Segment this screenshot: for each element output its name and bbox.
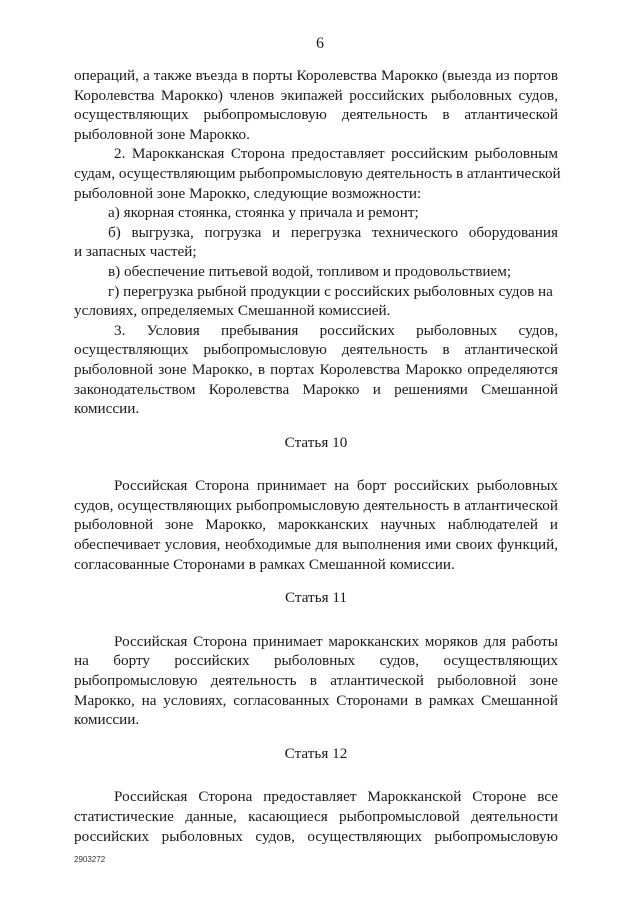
text-line: комиссии. xyxy=(74,400,140,418)
paragraph-continuation xyxy=(74,66,558,144)
text-line: Королевства Марокко) членов экипажей российских рыболовных судов, xyxy=(74,86,558,104)
text-line: судов, осуществляющих рыбопромысловую деятельность в атлантической xyxy=(74,496,558,514)
list-item-v: в) обеспечение питьевой водой, топливом и продовольствием; xyxy=(108,262,512,280)
text-line: Марокко, на условиях, согласованных Сторонами в рамках Смешанной xyxy=(74,691,558,709)
paragraph-clause-2 xyxy=(74,144,561,320)
text-line: судам, осуществляющим рыбопромысловую деятельность в атлантической xyxy=(74,164,561,182)
text-line: рыболовной зоне Марокко, следующие возможности: xyxy=(74,184,422,202)
text-line: осуществляющих рыбопромысловую деятельность в атлантической xyxy=(74,341,558,359)
text-line: рыбопромысловую деятельность в атлантической рыболовной зоне xyxy=(74,672,558,690)
text-line: обеспечивает условия, необходимые для выполнения ими своих функций, xyxy=(74,536,558,554)
text-line: Российская Сторона предоставляет Марокканской Стороне все xyxy=(114,788,558,806)
article-11-text xyxy=(74,632,558,730)
text-line: рыболовной зоне Марокко, в портах Королевства Марокко определяются xyxy=(74,360,558,378)
list-item-g: г) перегрузка рыбной продукции с российских рыболовных судов на xyxy=(108,282,553,300)
text-line: согласованные Сторонами в рамках Смешанной комиссии. xyxy=(74,555,455,573)
paragraph-clause-3 xyxy=(74,321,558,419)
text-line: статистические данные, касающиеся рыбопромысловой деятельности xyxy=(74,808,558,825)
document-body xyxy=(74,66,561,846)
page-number: 6 xyxy=(316,35,324,52)
article-11-heading: Статья 11 xyxy=(284,589,348,607)
list-item-b: б) выгрузка, погрузка и перегрузка технического оборудования xyxy=(108,223,558,241)
list-item-a: а) якорная стоянка, стоянка у причала и ремонт; xyxy=(108,204,419,222)
text-line: законодательством Королевства Марокко и решениями Смешанной xyxy=(74,380,558,398)
text-line: Российская Сторона принимает марокканских моряков для работы xyxy=(114,632,558,650)
text-line: на борту российских рыболовных судов, осуществляющих xyxy=(74,652,558,670)
text-line: условиях, определяемых Смешанной комиссией. xyxy=(74,302,391,320)
text-line: рыболовной зоне Марокко. xyxy=(74,125,250,143)
text-line: рыболовной зоне Марокко, марокканских научных наблюдателей и xyxy=(74,516,558,534)
document-code: 2903272 xyxy=(74,855,106,864)
text-line: осуществляющих рыбопромысловую деятельность в атлантической xyxy=(74,106,558,124)
article-10-heading: Статья 10 xyxy=(284,433,348,451)
article-10-text xyxy=(74,476,558,574)
text-line: 3. Условия пребывания российских рыболовных судов, xyxy=(114,321,558,339)
text-line: комиссии. xyxy=(74,711,140,729)
text-line: российских рыболовных судов, осуществляющих рыбопромысловую xyxy=(74,827,558,845)
text-line: операций, а также въезда в порты Королевства Марокко (выезда из портов xyxy=(74,67,558,84)
text-line: и запасных частей; xyxy=(74,243,197,261)
text-line: 2. Марокканская Сторона предоставляет российским рыболовным xyxy=(114,145,558,163)
article-12-text xyxy=(74,787,558,846)
text-line: Российская Сторона принимает на борт российских рыболовных xyxy=(114,477,558,495)
article-12-heading: Статья 12 xyxy=(284,744,348,762)
